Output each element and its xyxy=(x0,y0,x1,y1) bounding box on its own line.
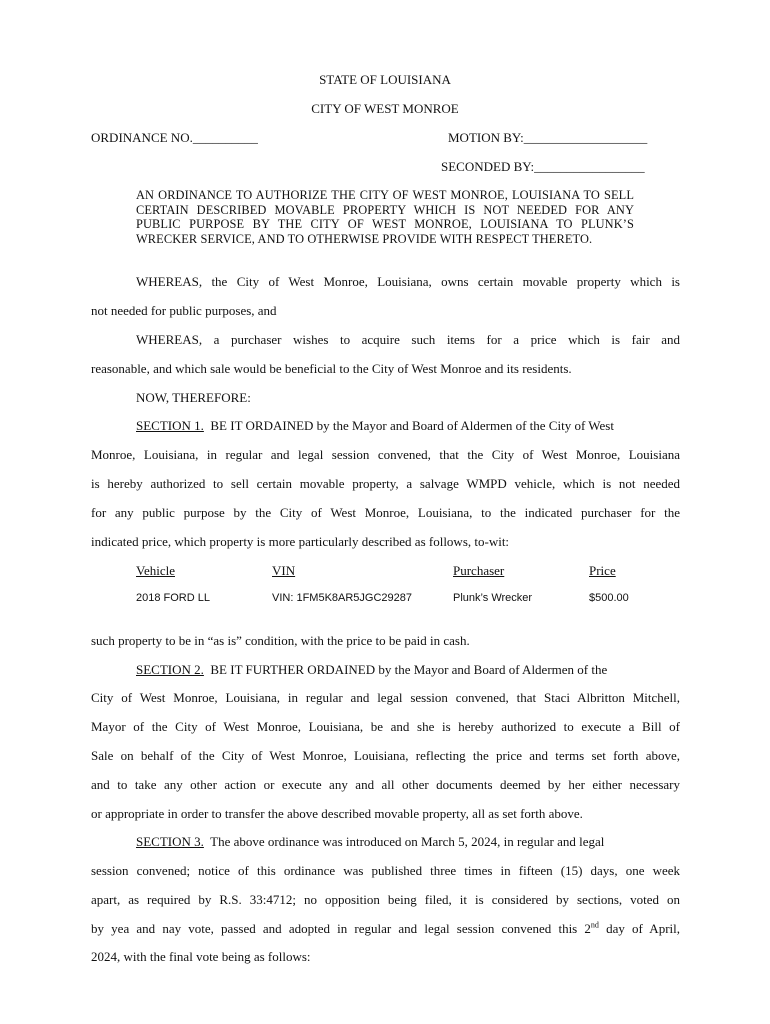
whereas-1-line-1: WHEREAS, the City of West Monroe, Louisiana, owns certain movable property which is xyxy=(136,274,680,289)
whereas-1-line-2: not needed for public purposes, and xyxy=(91,303,277,318)
section-2-line-4: Sale on behalf of the City of West Monroe, Louisiana, reflecting the price and terms set forth above, xyxy=(91,748,680,763)
section-1-text: BE IT ORDAINED by the Mayor and Board of Aldermen of the City of West xyxy=(210,418,614,433)
section-3-line-4 xyxy=(91,921,680,937)
section-2-line-2: City of West Monroe, Louisiana, in regular and legal session convened, that Staci Albritton Mitchell, xyxy=(91,690,680,705)
section-3-line-4-text: by yea and nay vote, passed and adopted in regular and legal session convened this 2 xyxy=(91,921,591,936)
section-2-line-1 xyxy=(136,662,680,678)
section-1-heading: SECTION 1. xyxy=(136,418,204,433)
section-3-line-2: session convened; notice of this ordinance was published three times in fifteen (15) days, one week xyxy=(91,863,680,878)
section-3-line-1 xyxy=(136,834,680,850)
section-3-heading: SECTION 3. xyxy=(136,834,204,849)
city-heading: CITY OF WEST MONROE xyxy=(311,101,459,116)
section-1-line-3: is hereby authorized to sell certain movable property, a salvage WMPD vehicle, which is not needed xyxy=(91,476,680,491)
table-header-purchaser: Purchaser xyxy=(453,563,505,578)
table-header-vin: VIN xyxy=(272,563,296,578)
table-cell-purchaser: Plunk’s Wrecker xyxy=(453,592,533,604)
section-2-text: BE IT FURTHER ORDAINED by the Mayor and Board of Aldermen of the xyxy=(210,662,608,677)
table-cell-vehicle: 2018 FORD LL xyxy=(136,592,210,604)
section-3-line-4-tail: day of April, xyxy=(598,921,680,936)
state-heading: STATE OF LOUISIANA xyxy=(319,72,451,87)
whereas-2-line-2: reasonable, and which sale would be beneficial to the City of West Monroe and its residents. xyxy=(91,361,572,376)
table-cell-vin: VIN: 1FM5K8AR5JGC29287 xyxy=(272,592,413,604)
section-1-line-5: indicated price, which property is more particularly described as follows, to-wit: xyxy=(91,534,510,549)
motion-by: MOTION BY:___________________ xyxy=(448,130,648,145)
as-is-clause: such property to be in “as is” condition, with the price to be paid in cash. xyxy=(91,633,470,648)
section-2-line-5: and to take any other action or execute any and all other documents deemed by her either necessary xyxy=(91,777,680,792)
seconded-by: SECONDED BY:_________________ xyxy=(441,159,645,174)
section-1-line-4: for any public purpose by the City of West Monroe, Louisiana, to the indicated purchaser for the xyxy=(91,505,680,520)
ordinance-caption: AN ORDINANCE TO AUTHORIZE THE CITY OF WEST MONROE, LOUISIANA TO SELL CERTAIN DESCRIBED MOVABLE PROPERTY WHICH IS NOT NEEDED FOR ANY PUBLIC PURPOSE BY THE CITY OF WEST MONROE, LOUISIANA TO PLUNK’S WRECKER SERVICE, AND TO OTHERWISE PROVIDE WITH RESPECT THERETO. xyxy=(136,188,634,246)
table-header-vehicle: Vehicle xyxy=(136,563,175,578)
section-2-heading: SECTION 2. xyxy=(136,662,204,677)
table-header-price: Price xyxy=(589,563,616,578)
ordinance-number: ORDINANCE NO.__________ xyxy=(91,130,258,145)
section-3-text: The above ordinance was introduced on March 5, 2024, in regular and legal xyxy=(210,834,605,849)
table-cell-price: $500.00 xyxy=(589,592,629,604)
section-2-line-3: Mayor of the City of West Monroe, Louisiana, be and she is hereby authorized to execute a Bill of xyxy=(91,719,680,734)
section-3-line-5: 2024, with the final vote being as follows: xyxy=(91,949,311,964)
section-1-line-1 xyxy=(136,418,680,434)
ordinal-suffix: nd xyxy=(590,920,599,930)
section-3-line-3: apart, as required by R.S. 33:4712; no opposition being filed, it is considered by sections, voted on xyxy=(91,892,680,907)
whereas-2-line-1: WHEREAS, a purchaser wishes to acquire such items for a price which is fair and xyxy=(136,332,680,347)
section-2-line-6: or appropriate in order to transfer the above described movable property, all as set forth above. xyxy=(91,806,583,821)
section-1-line-2: Monroe, Louisiana, in regular and legal session convened, that the City of West Monroe, Louisiana xyxy=(91,447,680,462)
now-therefore: NOW, THEREFORE: xyxy=(136,390,251,405)
